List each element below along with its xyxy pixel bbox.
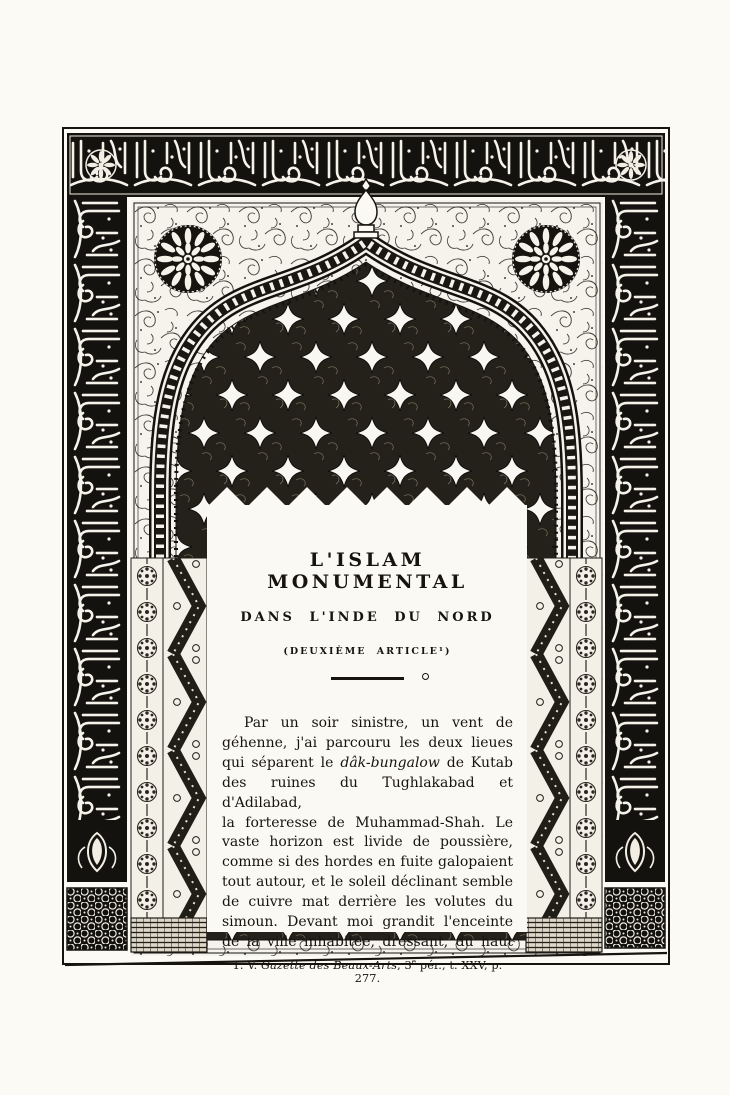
page-title: L'ISLAM MONUMENTAL <box>267 549 468 593</box>
body-line: comme si des hordes en fuite galopaient <box>222 854 513 871</box>
page-subtitle: DANS L'INDE DU NORD <box>240 610 495 625</box>
corner-mosaic-left <box>67 888 127 950</box>
footnote: 1. V. Gazette des Beaux-Arts, 3e pér., t. XXV, p. 277. <box>232 956 503 985</box>
palmette-ornament-right <box>605 820 665 882</box>
section-divider <box>222 677 513 681</box>
body-line: de la ville inhabitée, dressant, du haut <box>222 933 513 950</box>
body-line: Par un soir sinistre, un vent de <box>244 715 513 731</box>
article-note: (DEUXIÈME ARTICLE¹) <box>283 646 452 657</box>
column-right-floral <box>570 558 602 918</box>
divider-rule <box>331 677 404 680</box>
body-line: vaste horizon est livide de poussière, <box>222 834 513 851</box>
calligraphy-band-right <box>605 197 665 820</box>
text-panel-inner <box>207 505 527 985</box>
band-end-rosette-right <box>616 150 646 180</box>
body-line: tout autour, et le soleil déclinant semble <box>222 874 513 891</box>
calligraphy-band-left <box>67 197 127 820</box>
body-line: de cuivre mat derrière les volutes du <box>222 894 513 911</box>
text-panel <box>207 505 527 985</box>
body-line: simoun. Devant moi grandit l'enceinte <box>222 914 513 931</box>
body-line: des ruines du Tughlakabad et d'Adilabad, <box>222 774 513 811</box>
body-paragraph <box>222 714 513 953</box>
rosette-medallion-left <box>154 225 222 293</box>
rosette-medallion-right <box>512 225 580 293</box>
body-line: la forteresse de Muhammad-Shah. Le <box>222 814 513 831</box>
corner-mosaic-right <box>605 888 665 948</box>
body-line: géhenne, j'ai parcouru les deux lieues <box>222 734 513 751</box>
ring-mark <box>422 673 429 680</box>
column-right-zigzag <box>526 558 570 918</box>
body-line: qui séparent le dâk-bungalow de Kutab <box>222 754 514 771</box>
palmette-ornament-left <box>67 820 127 882</box>
column-left-floral <box>131 558 163 918</box>
column-left-zigzag <box>163 558 207 918</box>
band-end-rosette-left <box>86 150 116 180</box>
